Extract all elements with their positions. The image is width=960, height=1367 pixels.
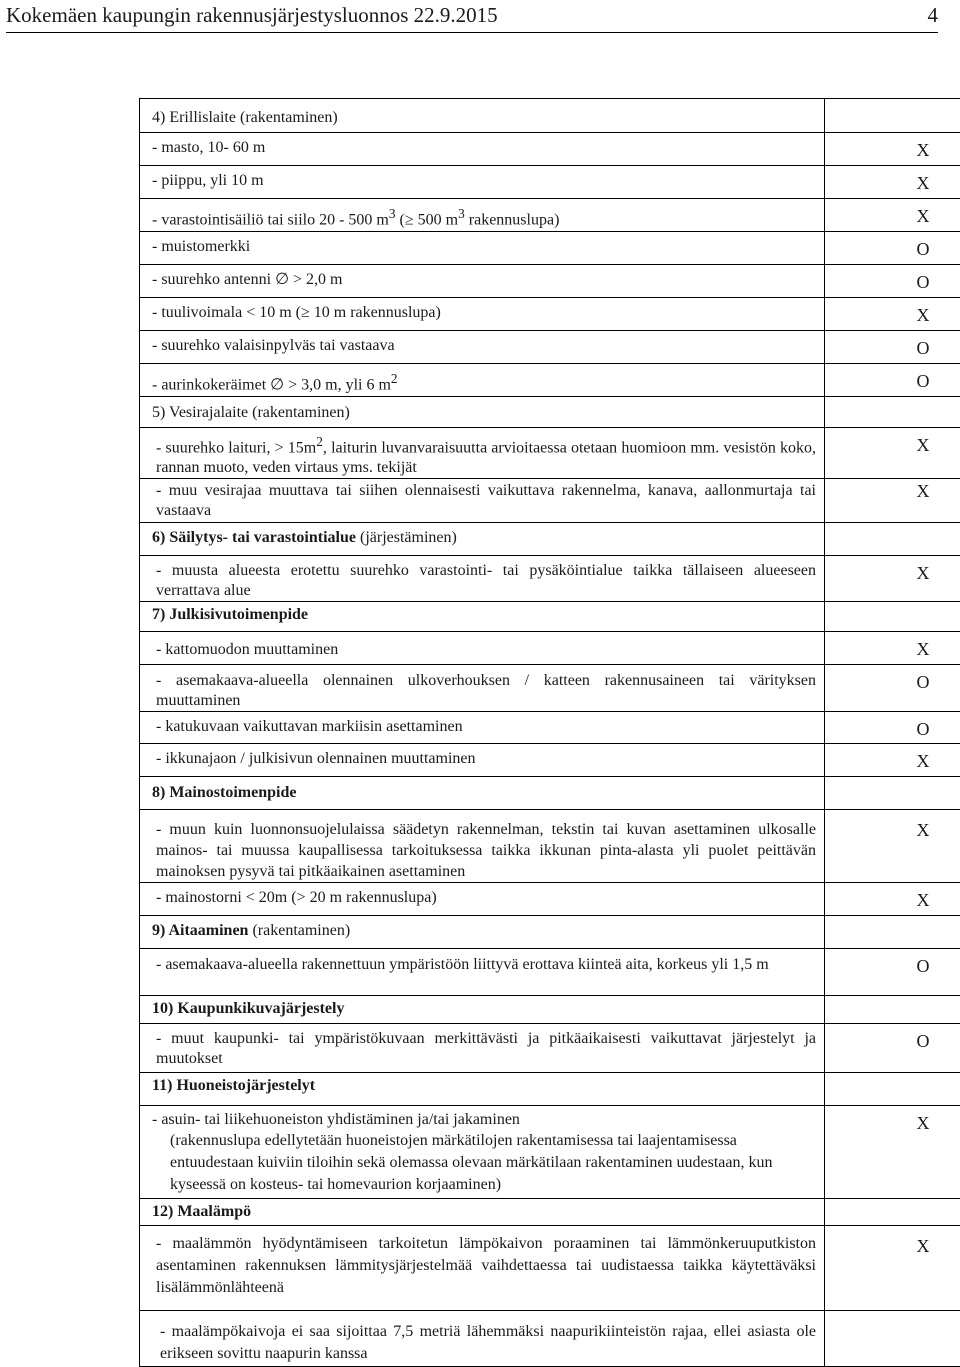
section-title: 10) Kaupunkikuvajärjestely bbox=[140, 996, 824, 1019]
section-header-row bbox=[140, 777, 960, 810]
section-header-row bbox=[140, 1073, 960, 1106]
permit-mark: O bbox=[825, 949, 960, 976]
permit-mark: X bbox=[825, 428, 960, 455]
table-row bbox=[140, 1106, 960, 1199]
diameter-icon: ∅ bbox=[275, 271, 289, 288]
table-row bbox=[140, 1024, 960, 1073]
row-text: - suurehko valaisinpylväs tai vastaava bbox=[140, 331, 824, 356]
row-text: - piippu, yli 10 m bbox=[140, 166, 824, 191]
row-text: - muistomerkki bbox=[140, 232, 824, 257]
permit-mark bbox=[825, 1311, 960, 1318]
row-text: - asemakaava-alueella rakennettuun ympäristöön liittyvä erottava kiinteä aita, korkeus yli 1,5 m bbox=[140, 949, 824, 975]
section-title: 5) Vesirajalaite (rakentaminen) bbox=[140, 397, 824, 423]
table-row bbox=[140, 232, 960, 265]
row-text: - muu vesirajaa muuttava tai siihen olennaisesti vaikuttava rakennelma, kanava, aallonmurtaja tai vastaava bbox=[140, 479, 824, 521]
permit-mark: X bbox=[825, 133, 960, 160]
permit-mark: O bbox=[825, 712, 960, 739]
section-header-row bbox=[140, 397, 960, 428]
section-header-row bbox=[140, 1199, 960, 1226]
permit-mark: X bbox=[825, 298, 960, 325]
section-header-row bbox=[140, 996, 960, 1024]
row-text: - kattomuodon muuttaminen bbox=[140, 632, 824, 660]
row-text: - maalämmön hyödyntämiseen tarkoitetun lämpökaivon poraaminen tai lämmönkeruuputkiston asentaminen rakennuksen lämmitysjärjestelmää vaihdettaessa tai uudistaessa taikka käytettäväksi lisälämmönlähteenä bbox=[140, 1226, 824, 1299]
table-row bbox=[140, 479, 960, 523]
table-row bbox=[140, 810, 960, 883]
table-row bbox=[140, 364, 960, 397]
section-header-row bbox=[140, 99, 960, 133]
row-text: - suurehko antenni ∅ > 2,0 m bbox=[140, 265, 824, 290]
row-text: - ikkunajaon / julkisivun olennainen muuttaminen bbox=[140, 744, 824, 769]
row-text: - tuulivoimala < 10 m (≥ 10 m rakennuslupa) bbox=[140, 298, 824, 323]
permit-mark: X bbox=[825, 556, 960, 583]
diameter-icon: ∅ bbox=[270, 376, 284, 393]
permit-mark: O bbox=[825, 232, 960, 259]
section-title: 7) Julkisivutoimenpide bbox=[140, 602, 824, 625]
row-text: - asuin- tai liikehuoneiston yhdistäminen ja/tai jakaminen (rakennuslupa edellytetään huoneistojen märkätilojen rakentamisessa tai laajentamisessa entuudestaan kuiviin tiloihin sekä olemassa olevaan märkätilaan rakentaminen uudestaan, kun kyseessä on kosteus- tai homevaurion korjaaminen) bbox=[140, 1106, 824, 1196]
row-text: - muusta alueesta erotettu suurehko varastointi- tai pysäköintialue taikka tällaiseen alueeseen verrattava alue bbox=[140, 556, 824, 601]
permit-mark: X bbox=[825, 479, 960, 501]
permit-mark: O bbox=[825, 665, 960, 692]
table-row bbox=[140, 556, 960, 602]
permit-mark: O bbox=[825, 265, 960, 292]
section-title: 8) Mainostoimenpide bbox=[140, 777, 824, 803]
header-rule bbox=[6, 32, 938, 33]
table-row bbox=[140, 133, 960, 166]
row-text: - aurinkokeräimet ∅ > 3,0 m, yli 6 $m^2$ bbox=[140, 364, 824, 395]
section-title: 9) Aitaaminen (rakentaminen) bbox=[140, 916, 824, 941]
section-header-row bbox=[140, 916, 960, 949]
permit-mark: X bbox=[825, 810, 960, 840]
row-text: - mainostorni < 20m (> 20 m rakennuslupa) bbox=[140, 883, 824, 908]
row-text: - katukuvaan vaikuttavan markiisin asettaminen bbox=[140, 712, 824, 737]
permit-mark: O bbox=[825, 1024, 960, 1051]
section-header-row bbox=[140, 602, 960, 632]
table-row bbox=[140, 298, 960, 331]
permit-mark: X bbox=[825, 166, 960, 193]
table-row bbox=[140, 665, 960, 712]
table-row bbox=[140, 428, 960, 479]
row-text: - muun kuin luonnonsuojelulaissa säädetyn rakennelman, tekstin tai kuvan asettaminen ulkosalle mainos- tai muussa kaupallisessa tarkoituksessa taikka ikkunan pinta-alasta yli puolet peittävän mainoksen pysyvä tai pitkäaikainen asettaminen bbox=[140, 810, 824, 882]
permit-mark: X bbox=[825, 1226, 960, 1256]
row-text: - asemakaava-alueella olennainen ulkoverhouksen / katteen rakennusaineen tai värityksen muuttaminen bbox=[140, 665, 824, 711]
row-text: - masto, 10- 60 m bbox=[140, 133, 824, 158]
permit-mark: X bbox=[825, 883, 960, 910]
table-row bbox=[140, 883, 960, 916]
permit-table bbox=[139, 98, 960, 1367]
section-title: 6) Säilytys- tai varastointialue (järjestäminen) bbox=[140, 523, 824, 548]
table-row bbox=[140, 1311, 960, 1367]
table-row bbox=[140, 166, 960, 199]
table-row bbox=[140, 199, 960, 232]
row-text: - maalämpökaivoja ei saa sijoittaa 7,5 metriä lähemmäksi naapurikiinteistön rajaa, ellei asiasta ole erikseen sovittu naapurin kanssa bbox=[140, 1311, 824, 1365]
row-text: - varastointisäiliö tai siilo 20 - 500 $m^3$ (≥ 500 $m^3$ rakennuslupa) bbox=[140, 199, 824, 230]
page-header bbox=[6, 2, 938, 30]
permit-mark: X bbox=[825, 632, 960, 659]
row-text: - muut kaupunki- tai ympäristökuvaan merkittävästi ja pitkäaikaisesti vaikuttavat järjestelyt ja muutokset bbox=[140, 1024, 824, 1069]
table-row bbox=[140, 712, 960, 744]
document-title: Kokemäen kaupungin rakennusjärjestysluonnos 22.9.2015 bbox=[6, 3, 498, 27]
permit-mark: O bbox=[825, 364, 960, 391]
table-row bbox=[140, 949, 960, 996]
table-row bbox=[140, 265, 960, 298]
permit-mark: X bbox=[825, 744, 960, 771]
table-row bbox=[140, 744, 960, 777]
table-row bbox=[140, 331, 960, 364]
row-text: - suurehko laituri, > $15m^2$, laiturin luvanvaraisuutta arvioitaessa otetaan huomioon mm. vesistön koko, rannan muoto, veden virtaus yms. tekijät bbox=[140, 428, 824, 478]
permit-mark: O bbox=[825, 331, 960, 358]
section-title: 12) Maalämpö bbox=[140, 1199, 824, 1222]
section-title: 4) Erillislaite (rakentaminen) bbox=[140, 99, 824, 128]
permit-mark: X bbox=[825, 1106, 960, 1133]
table-row bbox=[140, 1226, 960, 1311]
section-title: 11) Huoneistojärjestelyt bbox=[140, 1073, 824, 1096]
table-row bbox=[140, 632, 960, 665]
permit-mark: X bbox=[825, 199, 960, 226]
page-number: 4 bbox=[928, 2, 939, 28]
section-header-row bbox=[140, 523, 960, 556]
